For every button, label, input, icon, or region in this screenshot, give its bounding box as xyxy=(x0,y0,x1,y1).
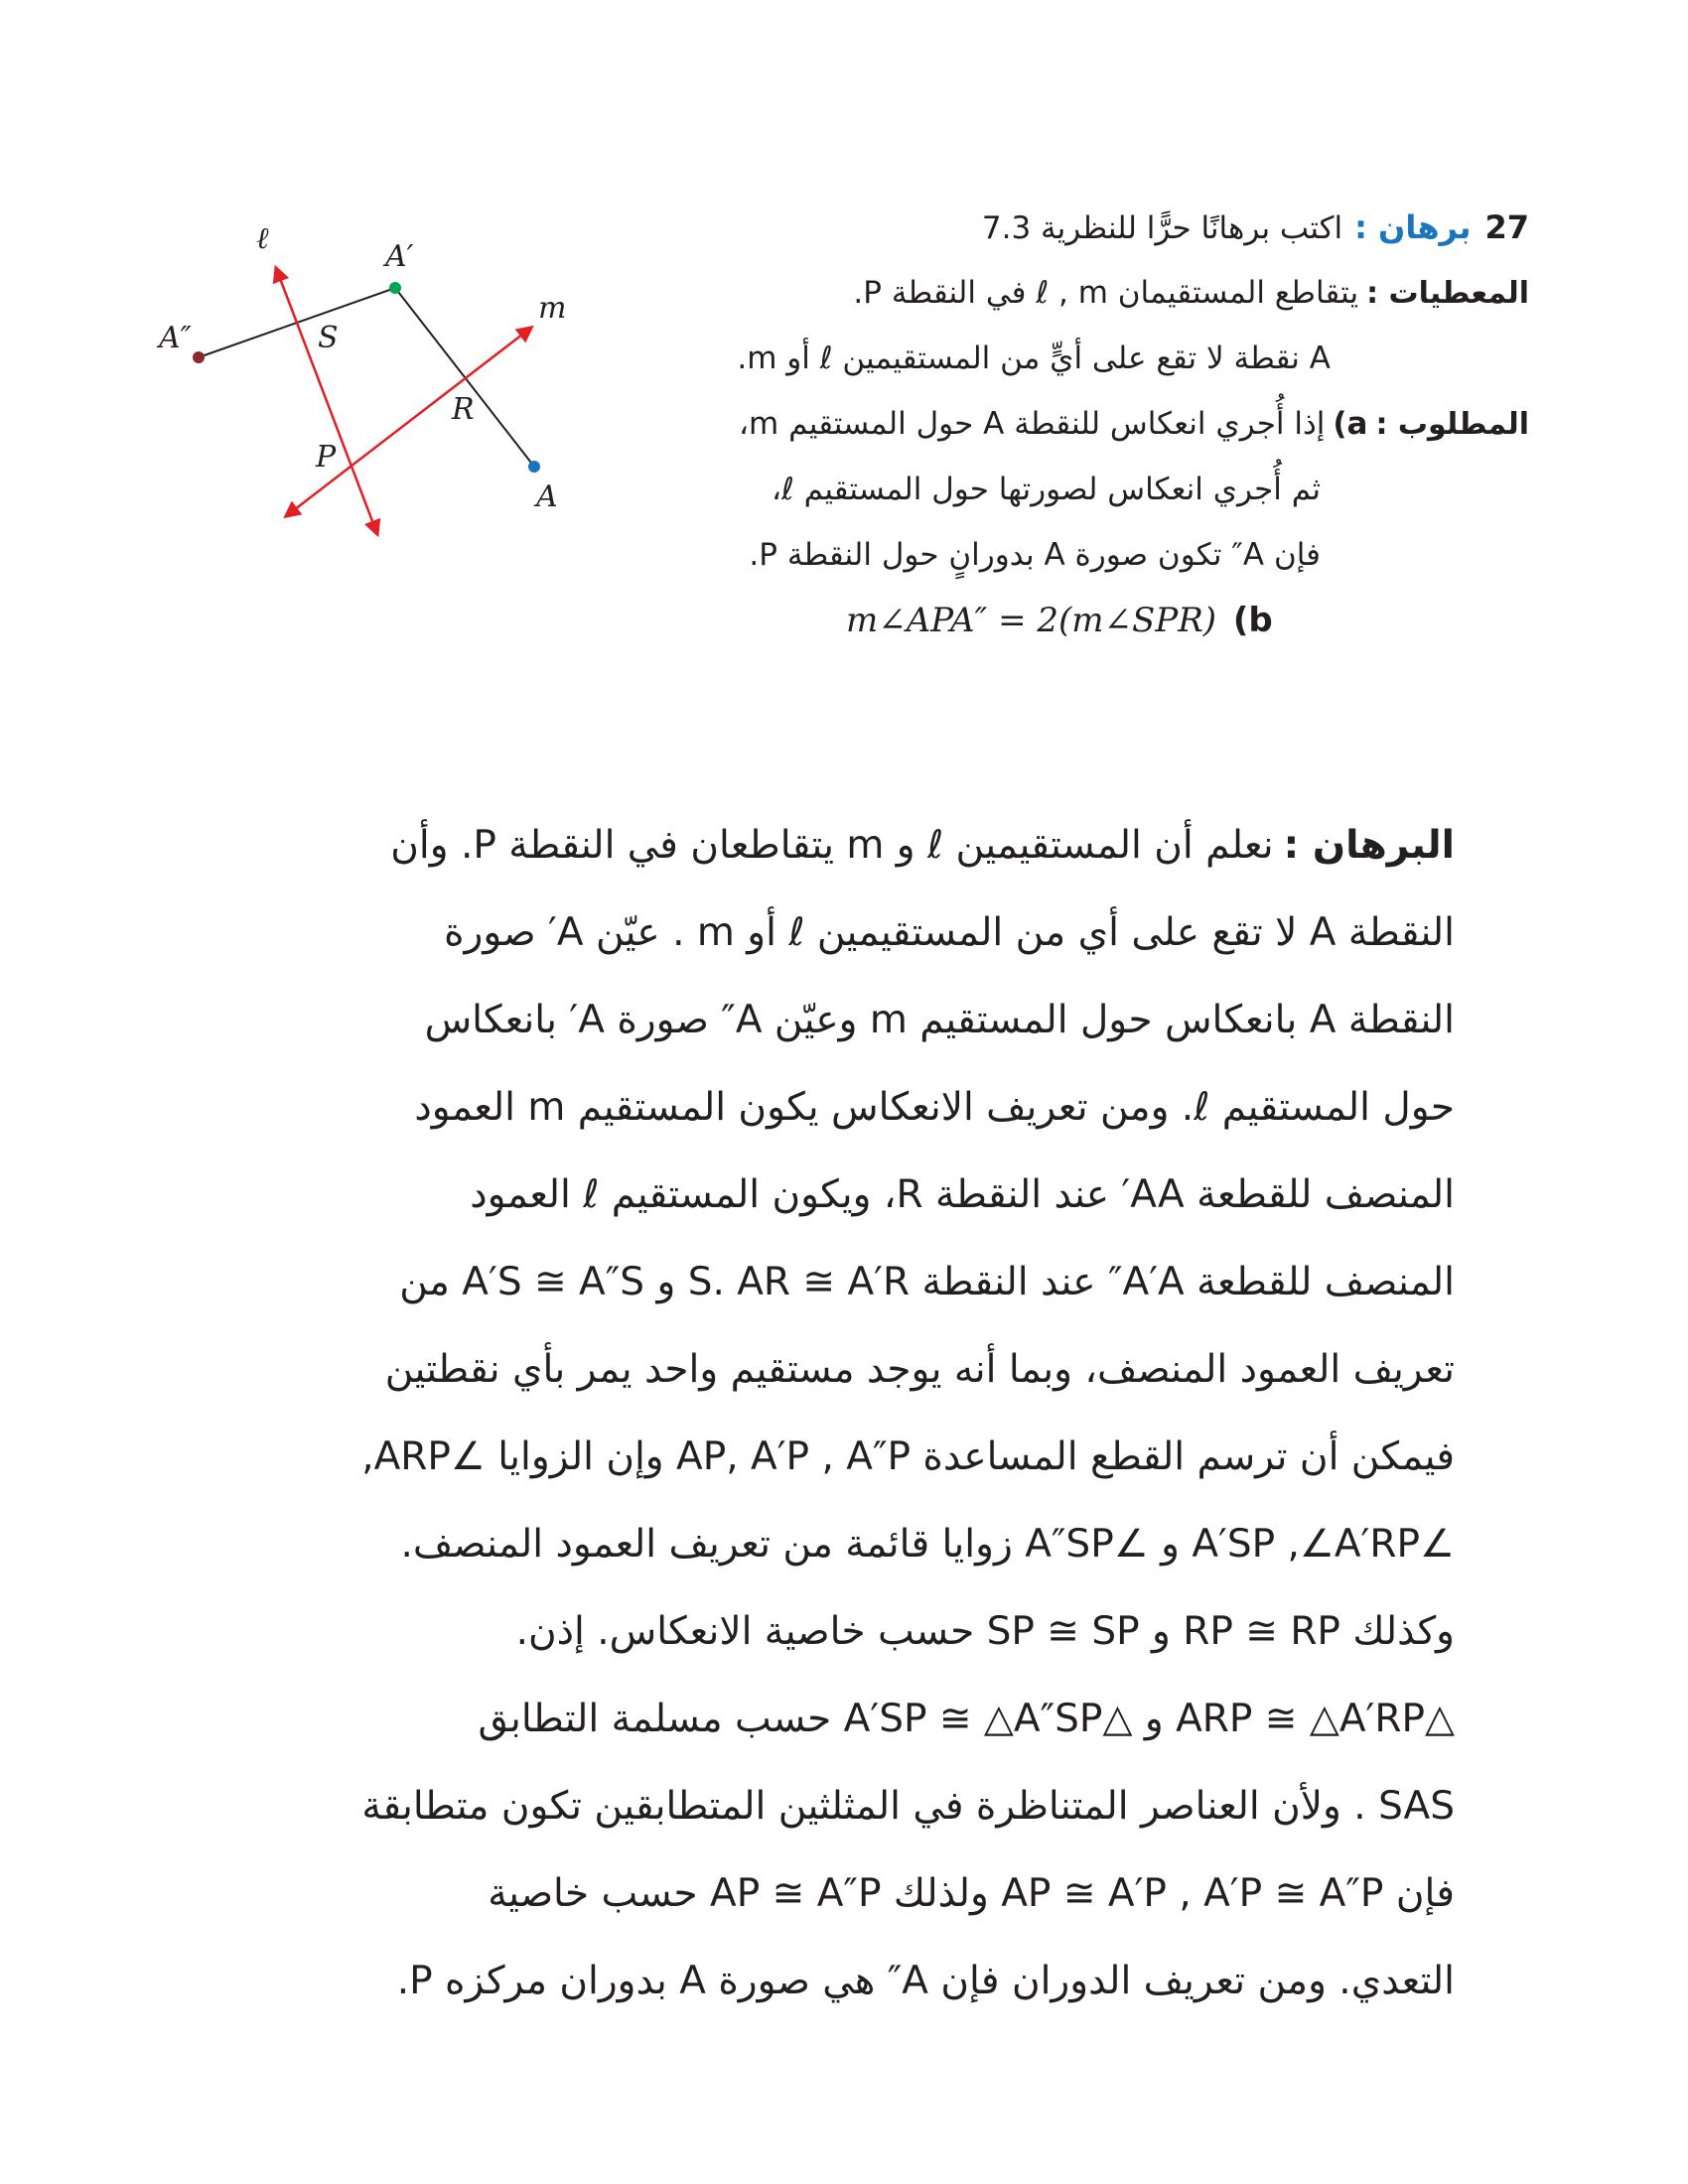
proof-line-text: النقطة A بانعكاس حول المستقيم m وعيّن A″ صورة A′ بانعكاس xyxy=(424,998,1455,1042)
problem-header xyxy=(536,195,1529,260)
label-a-prime: A′ xyxy=(385,239,414,274)
given-text-2: A نقطة لا تقع على أيٍّ من المستقيمين ℓ أو m. xyxy=(737,341,1331,376)
proof-line xyxy=(338,1414,1455,1501)
given-text-1: يتقاطع المستقيمان ℓ , m في النقطة P. xyxy=(853,275,1359,311)
point-a-double-prime xyxy=(193,351,205,363)
required-line-1 xyxy=(536,391,1529,457)
point-a-prime xyxy=(389,282,401,294)
proof-block xyxy=(338,802,1455,2025)
proof-line xyxy=(338,1588,1455,1676)
label-a: A xyxy=(536,479,558,514)
proof-line xyxy=(338,1850,1455,1938)
proof-line-text: نعلم أن المستقيمين ℓ و m يتقاطعان في النقطة P. وأن xyxy=(390,823,1274,868)
part-a-line-3 xyxy=(536,522,1529,588)
part-b-line xyxy=(536,588,1529,653)
proof-line xyxy=(338,802,1455,889)
proof-lead: البرهان : xyxy=(1283,823,1455,868)
proof-line-text: المنصف للقطعة AA′ عند النقطة R، ويكون المستقيم ℓ العمود xyxy=(470,1172,1455,1217)
proof-line xyxy=(338,1239,1455,1326)
problem-statement: اكتب برهانًا حرًّا للنظرية 7.3 xyxy=(981,210,1343,246)
label-a-double-prime: A″ xyxy=(159,321,192,355)
proof-line xyxy=(338,1064,1455,1152)
proof-line xyxy=(338,1152,1455,1239)
proof-line-text: المنصف للقطعة A′A″ عند النقطة S. AR ≅ A′R و A′S ≅ A″S من xyxy=(399,1260,1455,1304)
problem-27 xyxy=(536,195,1529,653)
proof-line-text: ∠A′SP ,∠A′RP و ∠A″SP زوايا قائمة من تعريف العمود المنصف. xyxy=(400,1522,1455,1567)
proof-line xyxy=(338,889,1455,977)
proof-line-text: وكذلك RP ≅ RP و SP ≅ SP حسب خاصية الانعكاس. إذن. xyxy=(515,1609,1455,1654)
part-a-label: a) xyxy=(1333,406,1368,442)
label-p: P xyxy=(316,440,337,475)
label-line-l: ℓ xyxy=(256,221,269,256)
line-m xyxy=(286,328,531,516)
proof-line xyxy=(338,1501,1455,1588)
given-line-1 xyxy=(536,260,1529,326)
proof-line-text: حول المستقيم ℓ. ومن تعريف الانعكاس يكون المستقيم m العمود xyxy=(414,1085,1455,1130)
problem-number: 27 xyxy=(1484,208,1529,246)
proof-line-text: تعريف العمود المنصف، وبما أنه يوجد مستقيم واحد يمر بأي نقطتين xyxy=(384,1347,1455,1392)
proof-line-text: فإن AP ≅ A′P , A′P ≅ A″P ولذلك AP ≅ A″P حسب خاصية xyxy=(488,1871,1455,1916)
proof-line-text: SAS . ولأن العناصر المتناظرة في المثلثين المتطابقين تكون متطابقة xyxy=(361,1784,1455,1829)
part-a-text-2: ثم أُجري انعكاس لصورتها حول المستقيم ℓ، xyxy=(772,472,1321,507)
proof-line xyxy=(338,1326,1455,1414)
part-a-text-1: إذا أُجري انعكاس للنقطة A حول المستقيم m، xyxy=(739,406,1326,442)
part-a-text-3: فإن A″ تكون صورة A بدورانٍ حول النقطة P. xyxy=(749,537,1321,573)
proof-line-text: التعدي. ومن تعريف الدوران فإن A″ هي صورة A بدوران مركزه P. xyxy=(396,1959,1455,2003)
proof-line-text: △ARP ≅ △A′RP و △A′SP ≅ △A″SP حسب مسلمة التطابق xyxy=(478,1697,1455,1741)
given-line-2 xyxy=(536,326,1529,391)
given-label: المعطيات : xyxy=(1366,276,1529,311)
proof-line xyxy=(338,1676,1455,1763)
reflection-figure xyxy=(139,208,606,556)
problem-heading: برهان : xyxy=(1354,208,1472,246)
line-l xyxy=(276,268,377,534)
label-s: S xyxy=(318,321,339,355)
label-line-m: m xyxy=(538,291,567,326)
part-a-line-2 xyxy=(536,457,1529,522)
part-b-label: (b xyxy=(1232,601,1273,640)
point-a xyxy=(528,461,540,473)
required-label: المطلوب : xyxy=(1375,407,1529,442)
proof-line-text: النقطة A لا تقع على أي من المستقيمين ℓ أو m . عيّن A′ صورة xyxy=(444,910,1455,955)
proof-line xyxy=(338,977,1455,1064)
part-b-formula: m∠APA″ = 2(m∠SPR) xyxy=(846,601,1217,640)
proof-line xyxy=(338,1763,1455,1850)
label-r: R xyxy=(452,392,475,427)
proof-line xyxy=(338,1938,1455,2025)
proof-line-text: فيمكن أن ترسم القطع المساعدة AP, A′P , A″P وإن الزوايا ∠ARP, xyxy=(361,1434,1455,1479)
